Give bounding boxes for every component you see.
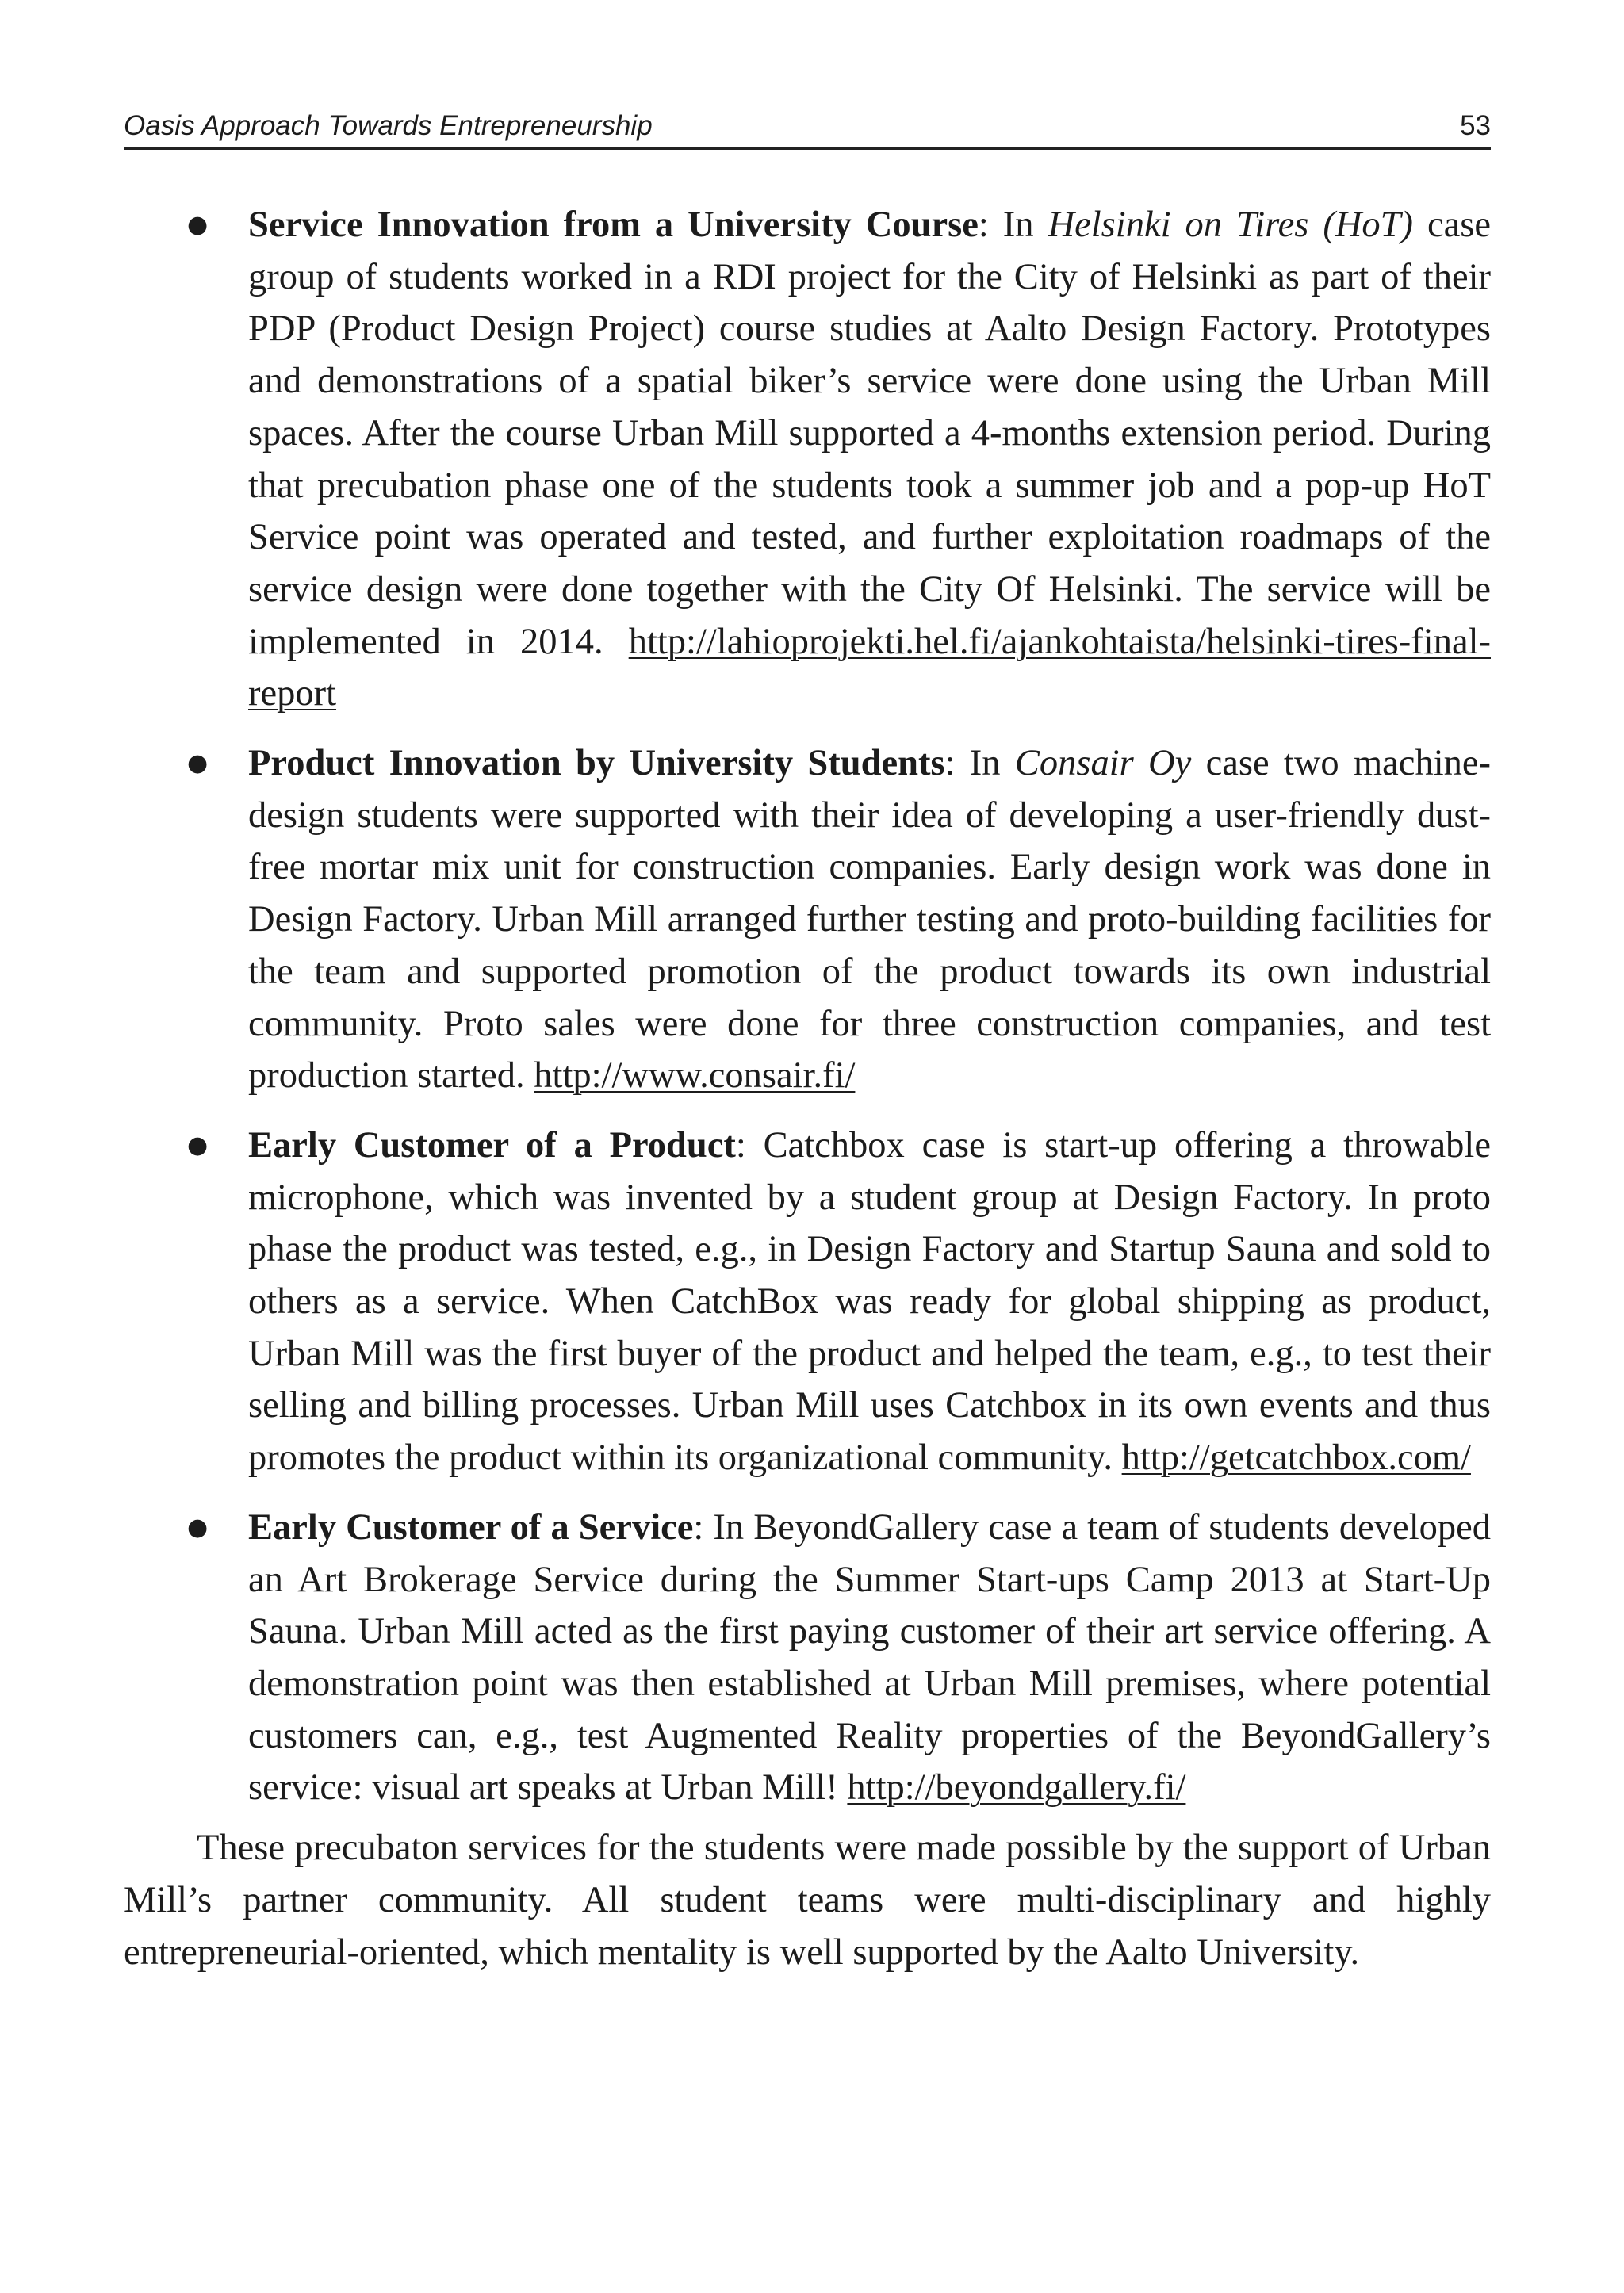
case-title: Product Innovation by University Students [248,743,945,784]
bullet-icon: ● [187,211,209,239]
case-link[interactable]: http://getcatchbox.com/ [1121,1437,1471,1479]
case-title: Service Innovation from a University Course [248,205,979,245]
case-text: : Catchbox case is start-up offering a throwable microphone, which was invented by a student group at Design Factory. In proto phase the product was tested, e.g., in Design Factory and Startup Sauna and sold to others as a service. When CatchBox was ready for global shipping as product, Urban Mill was the first buyer of the product and helped the team, e.g., to test their selling and billing processes. Urban Mill uses Catchbox in its own events and thus promotes the product within its organizational community. [248,1124,1491,1479]
page-body [124,199,1491,1978]
case-title: Early Customer of a Service [248,1506,694,1548]
case-text: : In BeyondGallery case a team of students developed an Art Brokerage Service during the Summer Start-ups Camp 2013 at Start-Up Sauna. Urban Mill acted as the first paying customer of their art service offering. A demonstration point was then established at Urban Mill premises, where potential customers can, e.g., test Augmented Reality properties of the BeyondGallery’s service: visual art speaks at Urban Mill! [248,1506,1492,1809]
case-item-catchbox [124,1120,1491,1484]
page-number: 53 [1460,110,1491,141]
case-item-hot [124,199,1491,720]
case-item-consair [124,737,1491,1102]
closing-paragraph: These precubaton services for the students were made possible by the support of Urban Mill’s partner community. All student teams were multi-disciplinary and highly entrepreneurial-oriented, which mentality is well supported by the Aalto University. [124,1828,1491,1973]
case-list [124,199,1491,1814]
case-text: case group of students worked in a RDI project for the City of Helsinki as part of their PDP (Product Design Project) course studies at Aalto Design Factory. Prototypes and demonstrations of a spatial biker’s service were done using the Urban Mill spaces. After the course Urban Mill supported a 4-months extension period. During that precubation phase one of the students took a summer job and a pop-up HoT Service point was operated and tested, and further exploitation roadmaps of the service design were done together with the City Of Helsinki. The service will be implemented in 2014. [248,205,1491,662]
case-item-beyondgallery [124,1502,1491,1814]
bullet-icon: ● [187,1513,209,1541]
case-text: : In [944,743,1015,784]
case-title: Early Customer of a Product [248,1124,736,1166]
running-title: Oasis Approach Towards Entrepreneurship [124,110,653,141]
case-link[interactable]: http://www.consair.fi/ [534,1055,856,1097]
case-name-italic: Helsinki on Tires (HoT) [1048,205,1413,245]
case-text: : In [978,205,1048,245]
bullet-icon: ● [187,749,209,778]
case-link[interactable]: http://lahioprojekti.hel.fi/ajankohtaista/helsinki-tires-final-report [248,621,1491,714]
bullet-icon: ● [187,1131,209,1159]
page-header [124,105,1491,150]
case-name-italic: Consair Oy [1014,743,1192,784]
case-link[interactable]: http://beyondgallery.fi/ [847,1767,1186,1809]
case-text: case two machine-design students were supported with their idea of developing a user-friendly dust-free mortar mix unit for construction companies. Early design work was done in Design Factory. Urban Mill arranged further testing and proto-building facilities for the team and supported promotion of the product towards its own industrial community. Proto sales were done for three construction companies, and test production started. [248,743,1491,1097]
